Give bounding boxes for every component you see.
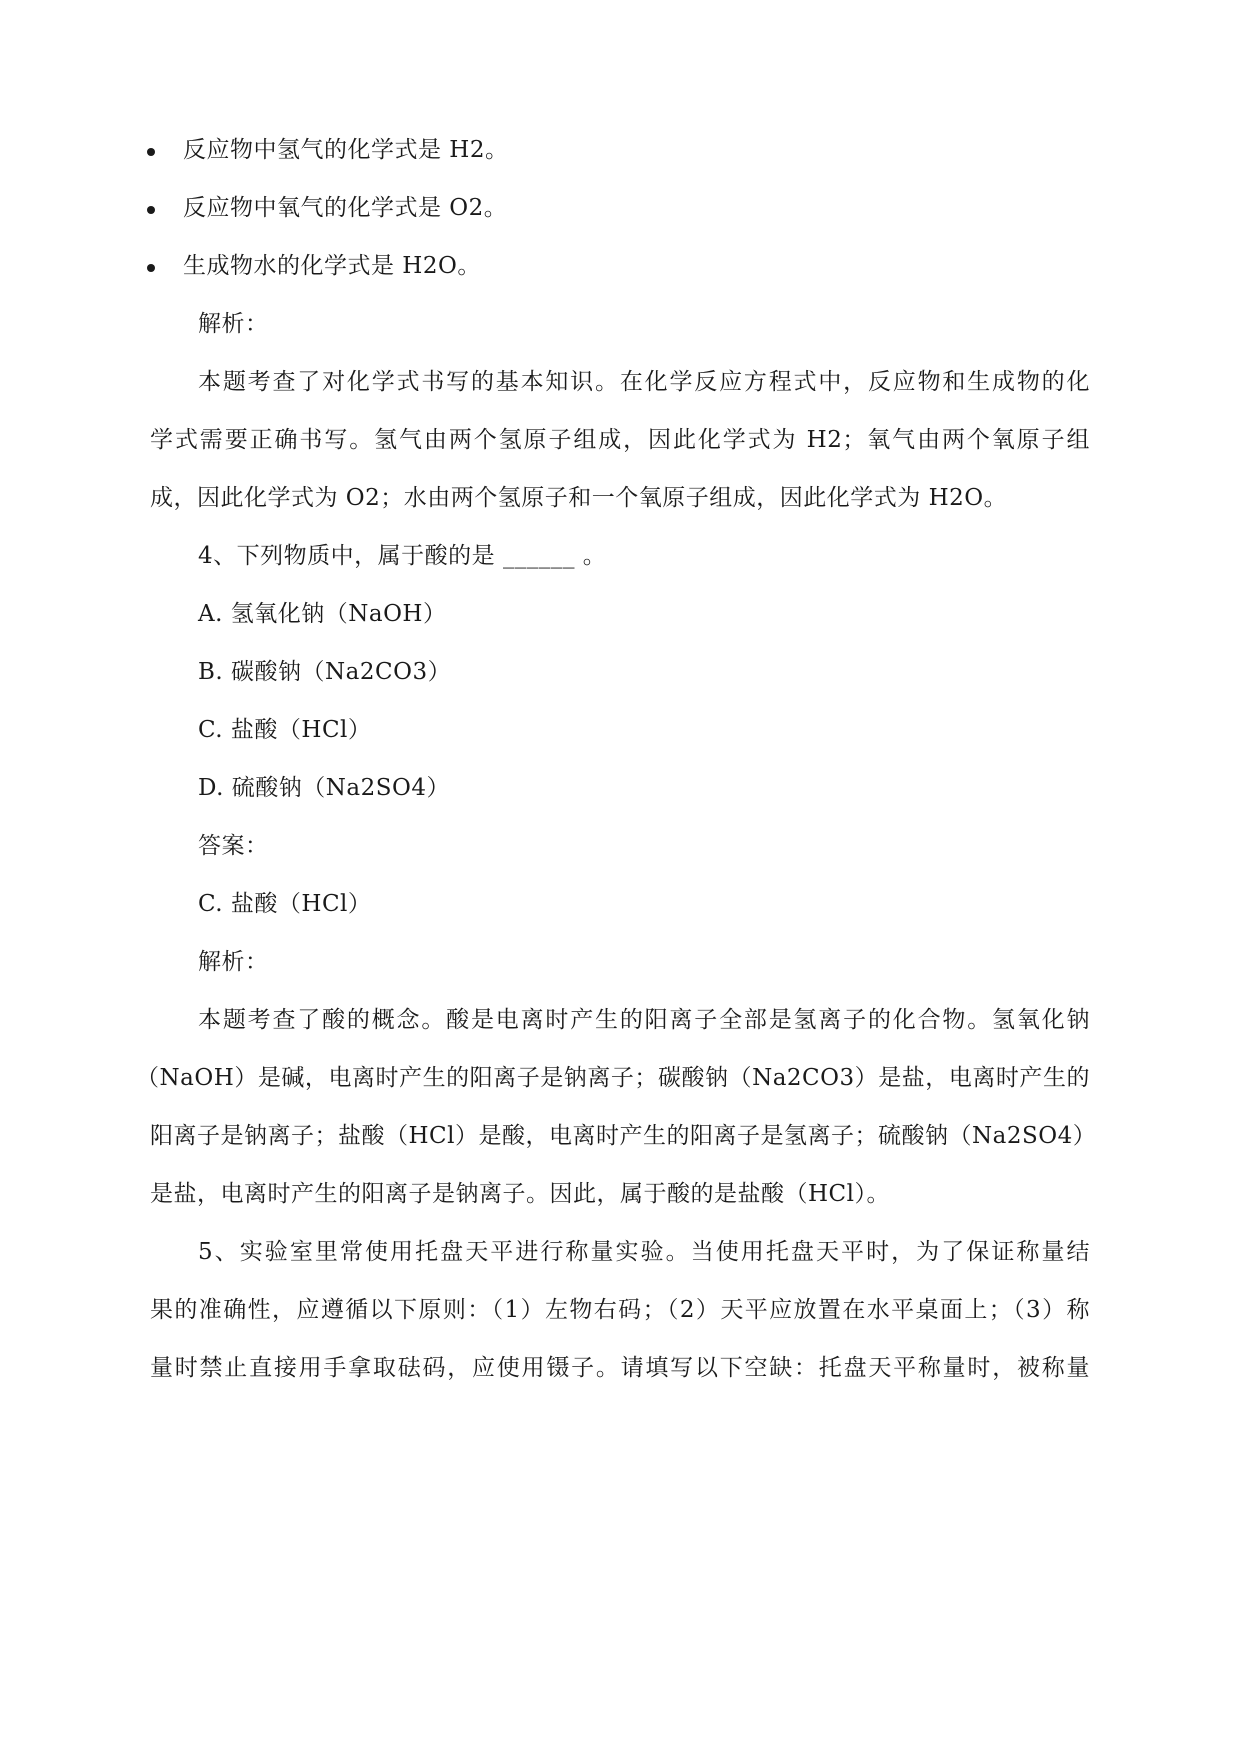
bullet-item <box>183 135 1123 165</box>
question-option: A. 氢氧化钠（NaOH） <box>198 601 447 627</box>
bullet-dot <box>147 206 155 214</box>
bullet-item <box>183 251 1123 281</box>
question-stem: 量时禁止直接用手拿取砝码，应使用镊子。请填写以下空缺：托盘天平称量时，被称量 <box>150 1355 1090 1381</box>
question-option: C. 盐酸（HCl） <box>198 717 372 743</box>
bullet-text: 生成物水的化学式是 H2O。 <box>183 253 481 279</box>
bullet-text: 反应物中氢气的化学式是 H2。 <box>183 137 509 163</box>
question-stem: 5、实验室里常使用托盘天平进行称量实验。当使用托盘天平时，为了保证称量结 <box>198 1239 1090 1265</box>
analysis-label: 解析： <box>198 311 269 337</box>
analysis-paragraph-line: 本题考查了酸的概念。酸是电离时产生的阳离子全部是氢离子的化合物。氢氧化钠 <box>198 1007 1090 1033</box>
bullet-dot <box>147 148 155 156</box>
bullet-item <box>183 193 1123 223</box>
analysis-paragraph-line: 学式需要正确书写。氢气由两个氢原子组成，因此化学式为 H2；氧气由两个氧原子组 <box>150 427 1090 453</box>
question-stem: 果的准确性，应遵循以下原则：（1）左物右码；（2）天平应放置在水平桌面上；（3）称 <box>150 1297 1090 1323</box>
analysis-paragraph-line: 阳离子是钠离子；盐酸（HCl）是酸，电离时产生的阳离子是氢离子；硫酸钠（Na2SO4） <box>150 1123 1097 1149</box>
question-option: D. 硫酸钠（Na2SO4） <box>198 775 450 801</box>
question-stem: 4、下列物质中，属于酸的是 ______ 。 <box>198 543 607 569</box>
analysis-paragraph-line: 成，因此化学式为 O2；水由两个氢原子和一个氧原子组成，因此化学式为 H2O。 <box>150 485 1008 511</box>
analysis-label: 解析： <box>198 949 269 975</box>
question-option: B. 碳酸钠（Na2CO3） <box>198 659 452 685</box>
answer-text: C. 盐酸（HCl） <box>198 891 372 917</box>
analysis-paragraph-line: （NaOH）是碱，电离时产生的阳离子是钠离子；碳酸钠（Na2CO3）是盐，电离时产生的 <box>136 1065 1090 1091</box>
answer-label: 答案： <box>198 833 269 859</box>
analysis-paragraph-line: 是盐，电离时产生的阳离子是钠离子。因此，属于酸的是盐酸（HCl）。 <box>150 1181 891 1207</box>
bullet-dot <box>147 264 155 272</box>
analysis-paragraph-line: 本题考查了对化学式书写的基本知识。在化学反应方程式中，反应物和生成物的化 <box>198 369 1090 395</box>
bullet-text: 反应物中氧气的化学式是 O2。 <box>183 195 508 221</box>
